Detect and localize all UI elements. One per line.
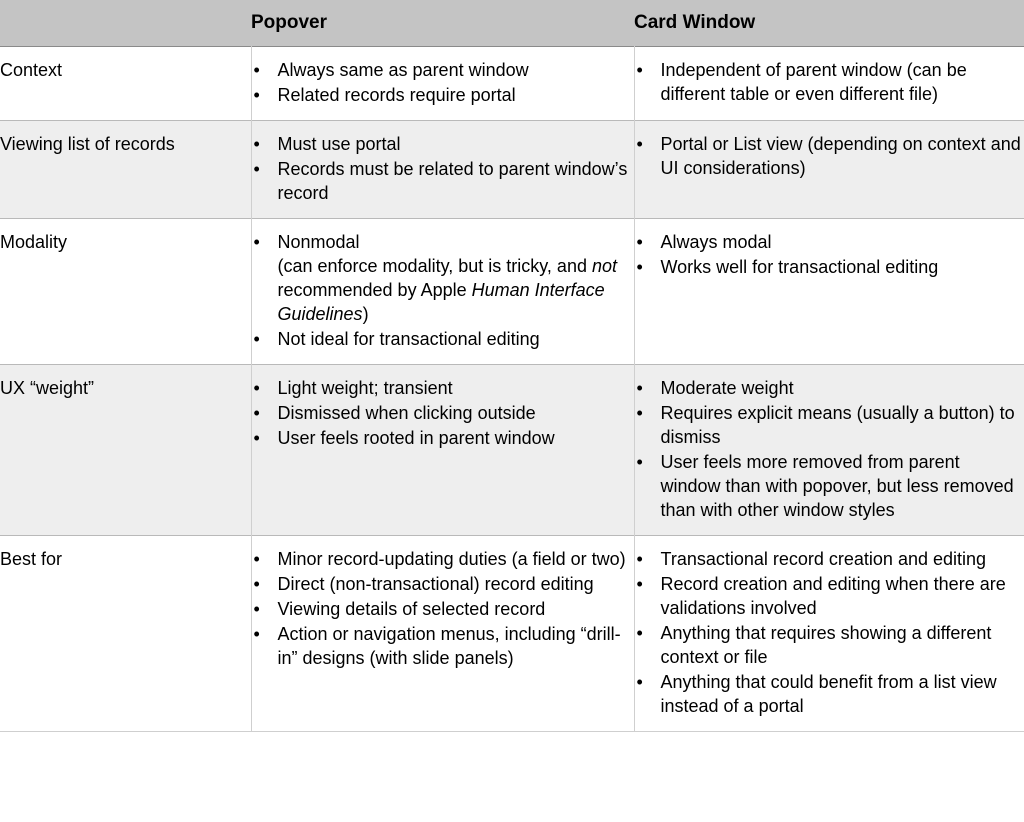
bullet-text: Record creation and editing when there are validations involved — [660, 574, 1006, 618]
table-row — [0, 121, 1024, 219]
popover-cell — [251, 47, 634, 121]
bullet-item — [635, 401, 1024, 449]
bullet-item — [252, 132, 634, 156]
bullet-dot-icon: • — [253, 624, 260, 644]
bullet-item — [635, 670, 1024, 718]
bullet-dot-icon: • — [636, 549, 643, 569]
row-label-cell — [0, 536, 251, 732]
bullet-item — [252, 83, 634, 107]
bullet-text: Related records require portal — [277, 85, 516, 105]
bullet-text: Direct (non-transactional) record editing — [277, 574, 594, 594]
row-label: Modality — [0, 232, 68, 252]
row-label-cell — [0, 121, 251, 219]
table-row — [0, 47, 1024, 121]
row-label: UX “weight” — [0, 378, 95, 398]
bullet-item — [252, 572, 634, 596]
bullet-item — [252, 426, 634, 450]
italic-text: Human Interface Guidelines — [277, 280, 605, 324]
row-label: Best for — [0, 549, 63, 569]
bullet-text: User feels rooted in parent window — [277, 428, 555, 448]
bullet-item — [252, 597, 634, 621]
row-label-cell — [0, 47, 251, 121]
card-window-cell — [634, 365, 1024, 536]
bullet-text: Anything that could benefit from a list view instead of a portal — [660, 672, 997, 716]
bullet-text: Transactional record creation and editing — [660, 549, 987, 569]
italic-text: not — [591, 256, 617, 276]
row-label-cell — [0, 219, 251, 365]
bullet-text: Action or navigation menus, including “drill-in” designs (with slide panels) — [277, 624, 621, 668]
bullet-text: Independent of parent window (can be different table or even different file) — [660, 60, 967, 104]
bullet-dot-icon: • — [253, 574, 260, 594]
popover-cell — [251, 365, 634, 536]
row-label: Context — [0, 60, 63, 80]
table-row — [0, 219, 1024, 365]
bullet-text: Light weight; transient — [277, 378, 453, 398]
bullet-text: Dismissed when clicking outside — [277, 403, 536, 423]
bullet-dot-icon: • — [636, 257, 643, 277]
bullet-dot-icon: • — [253, 134, 260, 154]
bullet-dot-icon: • — [636, 403, 643, 423]
bullet-item — [252, 401, 634, 425]
bullet-list — [635, 230, 1024, 279]
bullet-list — [252, 58, 634, 107]
bullet-item — [635, 572, 1024, 620]
plain-text: recommended by Apple — [277, 280, 472, 300]
bullet-item — [252, 230, 634, 326]
bullet-dot-icon: • — [636, 378, 643, 398]
bullet-text: Always modal — [660, 232, 772, 252]
column-header-card-window: Card Window — [634, 0, 1024, 47]
bullet-dot-icon: • — [636, 574, 643, 594]
bullet-item — [252, 622, 634, 670]
popover-cell — [251, 536, 634, 732]
bullet-text: Not ideal for transactional editing — [277, 329, 540, 349]
bullet-dot-icon: • — [636, 134, 643, 154]
bullet-text: Records must be related to parent window’s record — [277, 159, 628, 203]
bullet-item — [252, 547, 634, 571]
bullet-dot-icon: • — [636, 60, 643, 80]
bullet-list — [635, 132, 1024, 180]
bullet-item — [252, 376, 634, 400]
bullet-text: Anything that requires showing a different context or file — [660, 623, 992, 667]
bullet-dot-icon: • — [636, 232, 643, 252]
bullet-dot-icon: • — [253, 403, 260, 423]
card-window-cell — [634, 219, 1024, 365]
bullet-item — [635, 450, 1024, 522]
header-row — [0, 0, 1024, 47]
bullet-dot-icon: • — [253, 85, 260, 105]
bullet-list — [635, 547, 1024, 718]
card-window-cell — [634, 47, 1024, 121]
bullet-item — [252, 58, 634, 82]
bullet-dot-icon: • — [253, 549, 260, 569]
column-header-label — [0, 0, 251, 47]
bullet-item — [252, 327, 634, 351]
bullet-text: User feels more removed from parent window than with popover, but less removed than with other window styles — [660, 452, 1014, 520]
bullet-item — [635, 547, 1024, 571]
row-label-cell — [0, 365, 251, 536]
card-window-cell — [634, 536, 1024, 732]
column-header-popover: Popover — [251, 0, 634, 47]
bullet-list — [252, 547, 634, 670]
bullet-list — [252, 230, 634, 351]
bullet-text: Minor record-updating duties (a field or two) — [277, 549, 626, 569]
bullet-dot-icon: • — [253, 378, 260, 398]
bullet-dot-icon: • — [253, 159, 260, 179]
row-label: Viewing list of records — [0, 134, 175, 154]
popover-cell — [251, 219, 634, 365]
bullet-text: Moderate weight — [660, 378, 794, 398]
plain-text: (can enforce modality, but is tricky, and — [277, 256, 592, 276]
bullet-list — [252, 376, 634, 450]
table-row — [0, 365, 1024, 536]
table-header — [0, 0, 1024, 47]
bullet-list — [635, 58, 1024, 106]
bullet-item — [635, 621, 1024, 669]
bullet-dot-icon: • — [636, 672, 643, 692]
bullet-list — [635, 376, 1024, 522]
plain-text: ) — [362, 304, 369, 324]
bullet-dot-icon: • — [253, 60, 260, 80]
bullet-item — [635, 255, 1024, 279]
bullet-text: Portal or List view (depending on context and UI considerations) — [660, 134, 1021, 178]
bullet-dot-icon: • — [253, 329, 260, 349]
bullet-dot-icon: • — [636, 623, 643, 643]
card-window-cell — [634, 121, 1024, 219]
plain-text: Nonmodal — [277, 232, 360, 252]
bullet-text: Viewing details of selected record — [277, 599, 546, 619]
popover-cell — [251, 121, 634, 219]
bullet-item — [635, 376, 1024, 400]
table-row — [0, 536, 1024, 732]
bullet-text: Requires explicit means (usually a button) to dismiss — [660, 403, 1015, 447]
bullet-item — [252, 157, 634, 205]
bullet-text: Always same as parent window — [277, 60, 529, 80]
bullet-text: Must use portal — [277, 134, 401, 154]
bullet-dot-icon: • — [253, 232, 260, 252]
bullet-dot-icon: • — [636, 452, 643, 472]
bullet-dot-icon: • — [253, 599, 260, 619]
bullet-item — [635, 58, 1024, 106]
table-body — [0, 47, 1024, 732]
bullet-list — [252, 132, 634, 205]
bullet-text: Works well for transactional editing — [660, 257, 939, 277]
bullet-item — [635, 230, 1024, 254]
bullet-dot-icon: • — [253, 428, 260, 448]
bullet-text — [278, 232, 618, 324]
bullet-item — [635, 132, 1024, 180]
